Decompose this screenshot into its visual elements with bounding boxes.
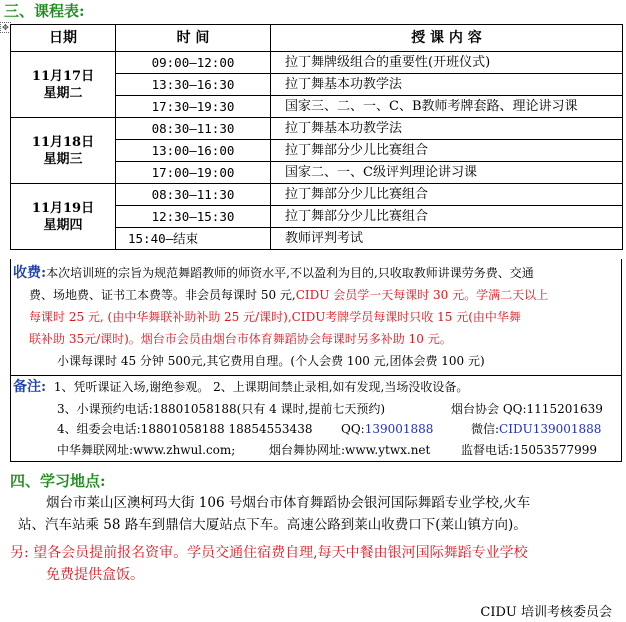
qq-value: 139001888 <box>364 422 434 436</box>
schedule-table <box>10 24 623 250</box>
time-cell: 15:40—结束 <box>116 228 271 250</box>
content-cell: 国家二、一、C级评判理论讲习课 <box>271 162 623 184</box>
fees-box <box>10 259 622 376</box>
header-time: 时 间 <box>116 25 271 52</box>
time-cell: 13:00—16:00 <box>116 140 271 162</box>
fees-line-4: 联补助 35元/课时)。烟台市会员由烟台市体育舞蹈协会每课时另多补助 10 元。 <box>29 332 452 346</box>
time-cell: 17:30—19:30 <box>116 96 271 118</box>
fees-label: 收费: <box>13 265 47 281</box>
weekday-label: 星期三 <box>43 151 83 167</box>
header-content: 授 课 内 容 <box>271 25 623 52</box>
date-cell <box>11 118 116 184</box>
notes-line-2: 3、小课预约电话:18801058188(只有 4 课时,提前七天预约) <box>57 402 386 416</box>
qq-committee <box>341 421 433 437</box>
notes-label: 备注: <box>13 379 47 395</box>
location-line-1: 烟台市莱山区澳柯玛大街 106 号烟台市体育舞蹈协会银河国际舞蹈专业学校,火车 <box>46 495 531 511</box>
time-cell: 09:00—12:00 <box>116 52 271 74</box>
notes-box <box>10 375 622 462</box>
table-row <box>11 52 623 74</box>
qq-association: 烟台协会 QQ:1115201639 <box>451 402 603 416</box>
notes-text: 1、凭听课证入场,谢绝参观。 2、上课期间禁止录相,如有发现,当场没收设备。 <box>53 380 469 394</box>
time-cell: 17:00—19:00 <box>116 162 271 184</box>
extra-note-line-2: 免费提供盒饭。 <box>46 567 144 583</box>
fees-text: 本次培训班的宗旨为规范舞蹈教师的师资水平,不以盈利为目的,只收取教师讲课劳务费、交通 <box>46 266 534 280</box>
section4-title: 四、学习地点: <box>10 472 106 490</box>
notes-line-3: 4、组委会电话:18801058188 18854553438 <box>57 422 313 436</box>
time-cell: 08:30—11:30 <box>116 118 271 140</box>
fees-line-1 <box>13 265 534 281</box>
weekday-label: 星期二 <box>43 85 83 101</box>
weekday-label: 星期四 <box>43 217 83 233</box>
date-cell <box>11 184 116 250</box>
yantai-website: 烟台舞协网址:www.ytwx.net <box>269 443 431 457</box>
content-cell: 国家三、二、一、C、B教师考牌套路、理论讲习课 <box>271 96 623 118</box>
content-cell: 教师评判考试 <box>271 228 623 250</box>
content-cell: 拉丁舞部分少儿比赛组合 <box>271 184 623 206</box>
table-row <box>11 118 623 140</box>
content-cell: 拉丁舞基本功教学法 <box>271 74 623 96</box>
date-label: 11月17日 <box>31 68 95 84</box>
content-cell: 拉丁舞部分少儿比赛组合 <box>271 140 623 162</box>
qq-label: QQ: <box>341 422 365 436</box>
move-handle-icon[interactable]: ✥ <box>0 22 11 33</box>
date-label: 11月18日 <box>31 134 95 150</box>
fees-line-5: 小课每课时 45 分钟 500元,其它费用自理。(个人会费 100 元,团体会费 100 元) <box>57 354 485 368</box>
date-label: 11月19日 <box>31 200 95 216</box>
fees-highlight: CIDU 会员学一天每课时 30 元。学满二天以上 <box>295 288 549 302</box>
section3-title: 三、课程表: <box>4 2 85 20</box>
cidu-website: 中华舞联网址:www.zhwul.com; <box>57 443 236 457</box>
fees-text: 费、场地费、证书工本费等。非会员每课时 50 元, <box>29 288 296 302</box>
table-header-row <box>11 25 623 52</box>
extra-note-line-1: 另: 望各会员提前报名资审。学员交通住宿费自理,每天中餐由银河国际舞蹈专业学校 <box>10 545 528 561</box>
signature: CIDU 培训考核委员会 <box>480 605 612 620</box>
supervision-phone: 监督电话:15053577999 <box>461 443 598 457</box>
table-row <box>11 184 623 206</box>
time-cell: 13:30—16:30 <box>116 74 271 96</box>
wechat <box>471 421 601 437</box>
time-cell: 08:30—11:30 <box>116 184 271 206</box>
wechat-label: 微信: <box>471 422 500 436</box>
wechat-value: CIDU139001888 <box>499 422 602 436</box>
header-date: 日期 <box>11 25 116 52</box>
location-line-2: 站、汽车站乘 58 路车到鼎信大厦站点下车。高速公路到莱山收费口下(莱山镇方向)。 <box>18 517 527 533</box>
content-cell: 拉丁舞牌级组合的重要性(开班仪式) <box>271 52 623 74</box>
content-cell: 拉丁舞基本功教学法 <box>271 118 623 140</box>
time-cell: 12:30—15:30 <box>116 206 271 228</box>
fees-line-3: 每课时 25 元, (由中华舞联补助补助 25 元/课时),CIDU考牌学员每课时只收 15 元(由中华舞 <box>29 310 521 324</box>
notes-line-1 <box>13 379 468 395</box>
content-cell: 拉丁舞部分少儿比赛组合 <box>271 206 623 228</box>
fees-line-2 <box>29 287 548 303</box>
date-cell <box>11 52 116 118</box>
